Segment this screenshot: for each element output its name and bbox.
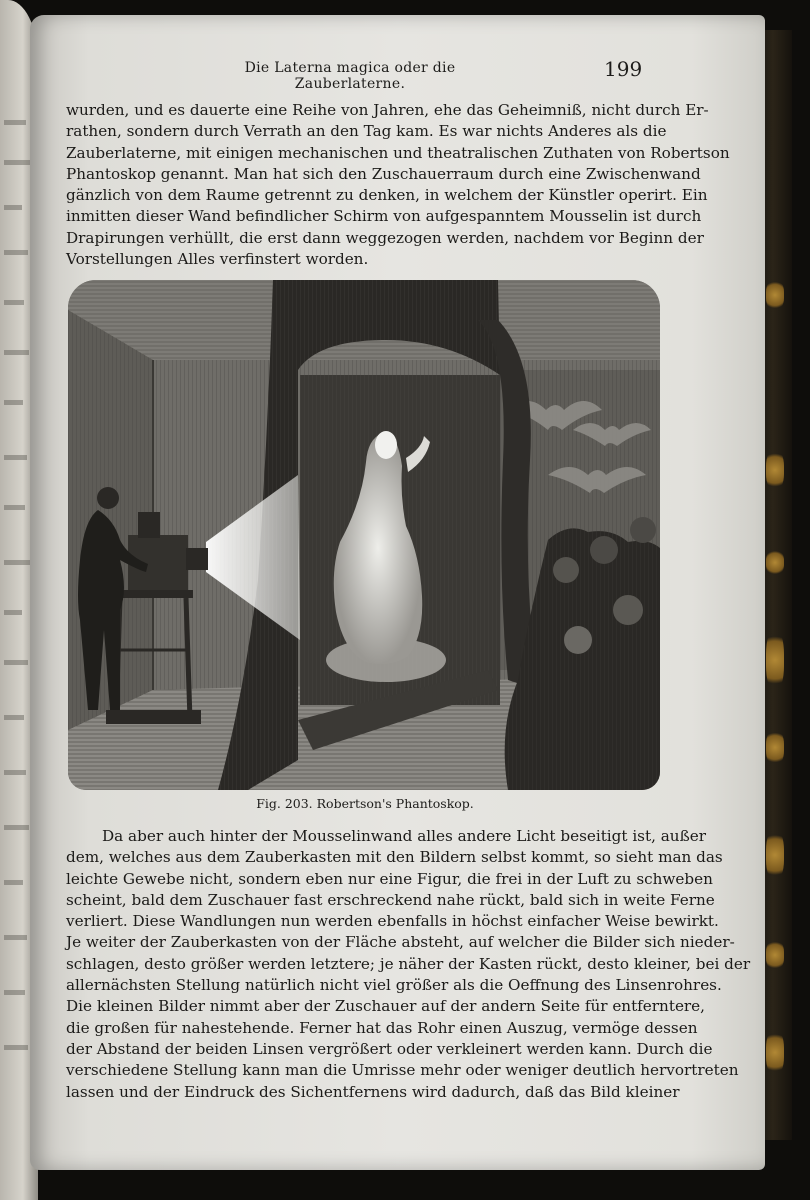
text-line: Vorstellungen Alles verfinstert worden. [66,250,369,269]
engraving-illustration [68,280,660,790]
text-line: allernächsten Stellung natürlich nicht viel größer als die Oeffnung des Linsenrohres. [66,976,722,995]
text-line: dem, welches aus dem Zauberkasten mit den Bildern selbst kommt, so sieht man das [66,848,723,867]
text-line: Zauberlaterne, mit einigen mechanischen und theatralischen Zuthaten von Robertson [66,143,730,162]
text-line: Drapirungen verhüllt, die erst dann weggezogen werden, nachdem vor Beginn der [66,228,704,247]
text-line: schlagen, desto größer werden letztere; je näher der Kasten rückt, desto kleiner, bei der [66,954,751,973]
text-line: inmitten dieser Wand befindlicher Schirm von aufgespanntem Mousselin ist durch [66,207,702,226]
text-line: scheint, bald dem Zuschauer fast erschreckend nahe rückt, bald sich in weite Ferne [66,890,715,909]
text-line: Phantoskop genannt. Man hat sich den Zuschauerraum durch eine Zwischenwand [66,164,701,183]
text-line: leichte Gewebe nicht, sondern eben nur eine Figur, die frei in der Luft zu schweben [66,869,713,888]
text-line: Da aber auch hinter der Mousselinwand alles andere Licht beseitigt ist, außer [102,827,706,845]
paragraph-top [66,100,730,270]
text-line: Je weiter der Zauberkasten von der Fläche absteht, auf welcher die Bilder sich nieder- [66,933,735,952]
figure-caption: Fig. 203. Robertson's Phantoskop. [256,796,474,811]
text-line: rathen, sondern durch Verrath an den Tag kam. Es war nichts Anderes als die [66,122,667,141]
text-line: die großen für nahestehende. Ferner hat das Rohr einen Auszug, vermöge dessen [66,1018,698,1037]
text-line: wurden, und es dauerte eine Reihe von Jahren, ehe das Geheimniß, nicht durch Er- [66,101,709,119]
text-line: der Abstand der beiden Linsen vergrößert oder verkleinert werden kann. Durch die [66,1039,713,1058]
text-line: Die kleinen Bilder nimmt aber der Zuschauer auf der andern Seite für entferntere, [66,997,706,1016]
running-head: Die Laterna magica oder die Zauberlaterne. [244,60,456,92]
text-line: verliert. Diese Wandlungen nun werden ebenfalls in höchst einfacher Weise bewirkt. [66,912,719,931]
page-number: 199 [604,57,643,81]
text-line: lassen und der Eindruck des Sichentfernens wird dadurch, daß das Bild kleiner [66,1082,680,1101]
text-line: verschiedene Stellung kann man die Umrisse mehr oder weniger deutlich hervortreten [66,1061,739,1080]
text-line: gänzlich von dem Raume getrennt zu denken, in welchem der Künstler operirt. Ein [66,186,708,205]
paragraph-bottom [66,826,751,1103]
